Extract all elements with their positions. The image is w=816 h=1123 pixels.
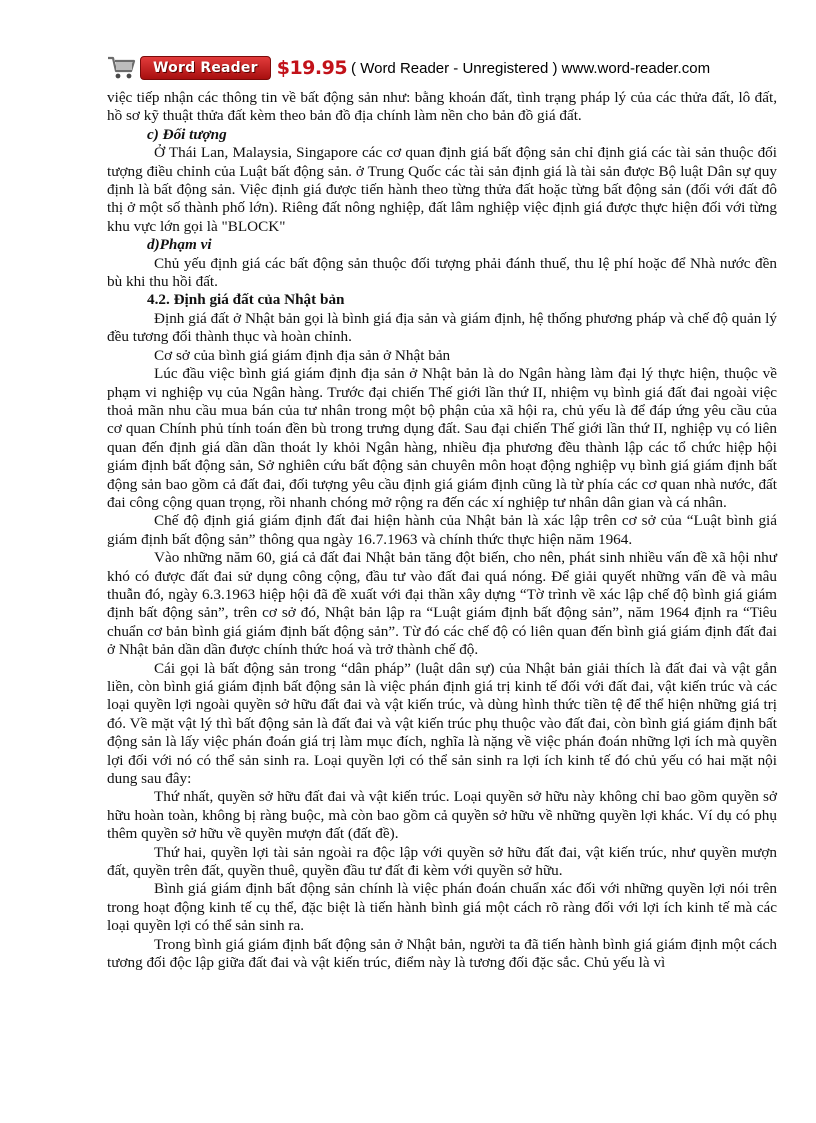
paragraph: Thứ hai, quyền lợi tài sản ngoài ra độc lập với quyền sở hữu đất đai, vật kiến trúc, như quyền mượn đất, quyền trên đất, quyền thuê, quyền đầu tư đất đi kèm với quyền sở hữu. bbox=[107, 843, 777, 880]
unregistered-banner bbox=[107, 52, 710, 84]
paragraph: Cái gọi là bất động sản trong “dân pháp” (luật dân sự) của Nhật bản giải thích là đất đai và vật gắn liền, còn bình giá giám định bất động sản là việc phán định giá trị kinh tế đối với đất đai, vật kiến trúc và các loại quyền lợi ngoài quyền sở hữu đất đai và vật kiến trúc, và dùng hình thức tiền tệ để thể hiện những giá trị đó. Về mặt vật lý thì bất động sản là đất đai và vật kiến trúc phụ thuộc vào đất đai, còn bình giá giám định bất động sản là lấy việc phán đoán giá trị làm mục đích, nghĩa là nặng về việc phán đoán những lợi ích mà quyền lợi đối với nó có thể sản sinh ra. Loại quyền lợi có thể sản sinh ra lợi ích kinh tế đó chủ yếu có hai mặt nội dung sau đây: bbox=[107, 659, 777, 788]
paragraph: Lúc đầu việc bình giá giám định địa sản ở Nhật bản là do Ngân hàng làm đại lý thực hiện, thuộc về phạm vi nghiệp vụ của Ngân hàng. Trước đại chiến Thế giới lần thứ II, nhiệm vụ bình giá đất đai ngoài việc thoả mãn nhu cầu mua bán của tư nhân trong một bộ phận của xã hội ra, chủ yếu là để đáp ứng yêu cầu của cơ quan Chính phủ tính toán đền bù trong trưng dụng đất. Sau đại chiến Thế giới lần thứ II, nghiệp vụ có liên quan đến định giá dần dần thoát ly khỏi Ngân hàng, nhiều địa phương đều thành lập các tổ chức hiệp hội giám định bất động sản, Sở nghiên cứu bất động sản chuyên môn hoạt động nghiệp vụ bình giá giám định bất động sản bao gồm cả đất đai, đối tượng yêu cầu định giá giám định cũng là từ phía các cơ quan nhà nước, đất đai công cộng quan trọng, rồi nhanh chóng mở rộng ra đến các xí nghiệp tư nhân dân gian và cá nhân. bbox=[107, 365, 777, 511]
paragraph: việc tiếp nhận các thông tin về bất động sản như: bằng khoán đất, tình trạng pháp lý của các thửa đất, lô đất, hồ sơ kỹ thuật thửa đất kèm theo bản đồ địa chính làm nền cho bản đồ giá đất. bbox=[107, 89, 777, 125]
brand-badge: Word Reader bbox=[140, 56, 271, 80]
unregistered-note: ( Word Reader - Unregistered ) www.word-reader.com bbox=[351, 59, 711, 77]
paragraph: Bình giá giám định bất động sản chính là việc phán đoán chuẩn xác đối với những quyền lợi nói trên trong hoạt động kinh tế cụ thể, đặc biệt là tiến hành bình giá một cách rõ ràng đối với lợi ích kinh tế mà các loại quyền lợi có thể sản sinh ra. bbox=[107, 880, 777, 935]
paragraph: Định giá đất ở Nhật bản gọi là bình giá địa sản và giám định, hệ thống phương pháp và chế độ quản lý đều tương đối thành thục và hoàn chỉnh. bbox=[107, 309, 777, 346]
section-heading: d)Phạm vi bbox=[147, 236, 212, 254]
paragraph: Cơ sở của bình giá giám định địa sản ở Nhật bản bbox=[154, 346, 451, 364]
paragraph: Ở Thái Lan, Malaysia, Singapore các cơ quan định giá bất động sản chỉ định giá các tài sản thuộc đối tượng điều chỉnh của Luật bất động sản. ở Trung Quốc các tài sản định giá là tài sản được Bộ luật Dân sự quy định là bất động sản. Việc định giá được tiến hành theo từng thửa đất hoặc từng bất động sản (đối với đất đô thị ở một số thành phố lớn). Riêng đất nông nghiệp, đất lâm nghiệp việc định giá được thực hiện đối với từng khu vực lớn gọi là "BLOCK" bbox=[107, 144, 777, 235]
paragraph: Thứ nhất, quyền sở hữu đất đai và vật kiến trúc. Loại quyền sở hữu này không chỉ bao gồm quyền sở hữu hoàn toàn, không bị ràng buộc, mà còn bao gồm cả quyền sở hữu về những quyền lợi khác. Ví dụ có phụ thêm quyền sở hữu về quyền mượn đất (đất đề). bbox=[107, 788, 777, 843]
shopping-cart-icon bbox=[107, 55, 137, 81]
document-body bbox=[107, 89, 777, 973]
paragraph: Trong bình giá giám định bất động sản ở Nhật bản, người ta đã tiến hành bình giá giám định một cách tương đối độc lập giữa đất đai và vật kiến trúc, điểm này là tương đối đặc sắc. Chủ yếu là vì bbox=[107, 935, 777, 972]
section-heading: 4.2. Định giá đất của Nhật bản bbox=[147, 291, 345, 309]
price-label: $19.95 bbox=[276, 57, 348, 79]
paragraph: Vào những năm 60, giá cả đất đai Nhật bản tăng đột biến, cho nên, phát sinh nhiều vấn đề xã hội như khó có được đất đai sử dụng công cộng, đầu tư vào đất đai quá nóng. Để giải quyết những vấn đề và mâu thuẫn đó, ngày 6.3.1963 hiệp hội đã đề xuất với đại thần xây dựng “Tờ trình về xác lập chế độ bình giá giám định bất động sản”, trên cơ sở đó, Nhật bản lập ra “Luật giám định bất động sản”, năm 1964 định ra “Tiêu chuẩn cơ bản bình giá giám định bất động sản”. Từ đó các chế độ có liên quan đến bình giá giám định đất đai ở Nhật bản dần dần được chính thức hoá và trở thành chế độ. bbox=[107, 549, 777, 659]
paragraph: Chủ yếu định giá các bất động sản thuộc đối tượng phải đánh thuế, thu lệ phí hoặc để Nhà nước đền bù khi thu hồi đất. bbox=[107, 254, 777, 291]
section-heading: c) Đối tượng bbox=[147, 125, 227, 143]
paragraph: Chế độ định giá giám định đất đai hiện hành của Nhật bản là xác lập trên cơ sở của “Luật bình giá giám định bất động sản” thông qua ngày 16.7.1963 và chính thức thực hiện năm 1964. bbox=[107, 512, 777, 548]
